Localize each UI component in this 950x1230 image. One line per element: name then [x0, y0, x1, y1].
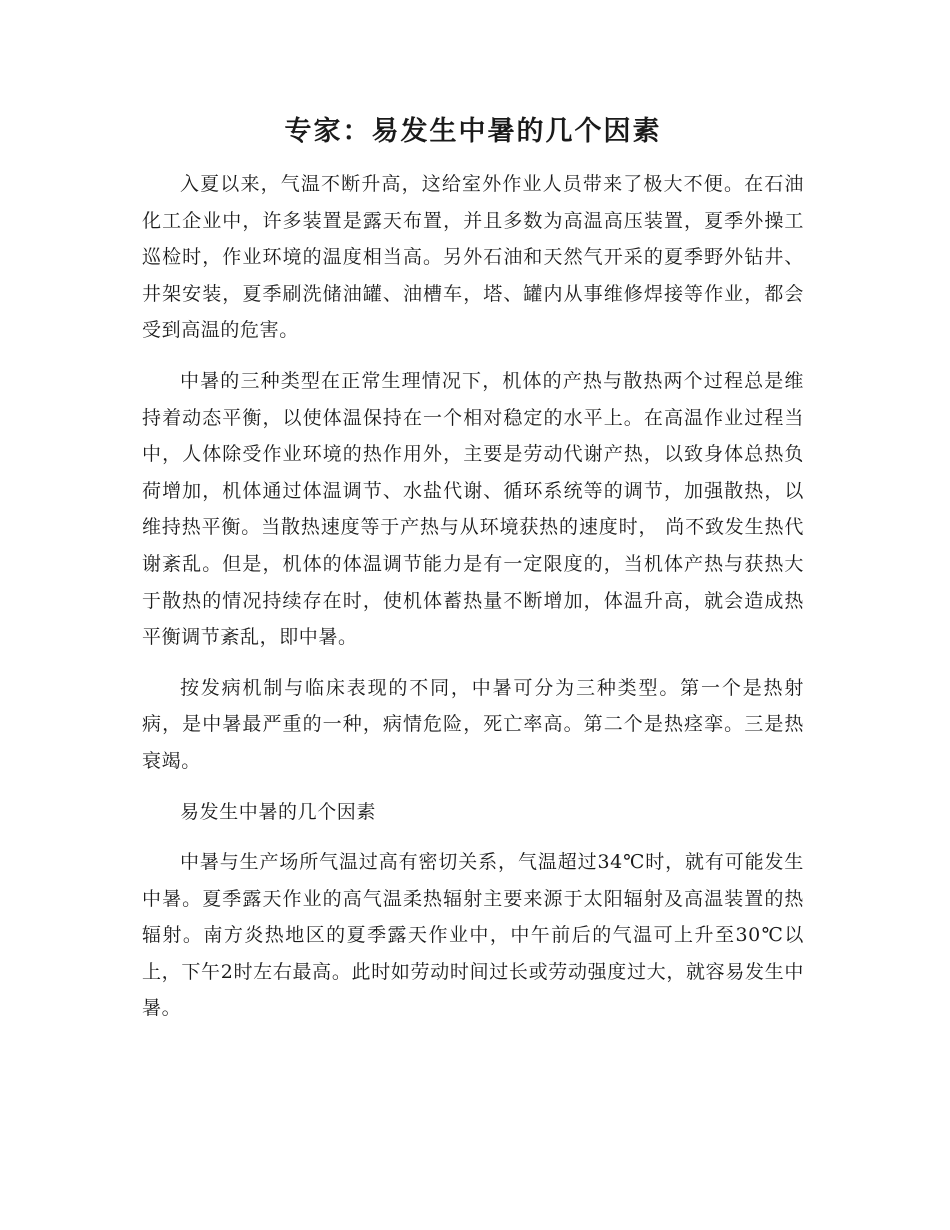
- paragraph-factors: 中暑与生产场所气温过高有密切关系，气温超过34℃时，就有可能发生中暑。夏季露天作业的高气温柔热辐射主要来源于太阳辐射及高温装置的热辐射。南方炎热地区的夏季露天作业中，中午前后的气温可上升至30℃以上，下午2时左右最高。此时如劳动时间过长或劳动强度过大，就容易发生中暑。: [142, 851, 804, 1020]
- document-page: [142, 112, 804, 1041]
- paragraph-heatstroke-types: 按发病机制与临床表现的不同，中暑可分为三种类型。第一个是热射病，是中暑最严重的一种，病情危险，死亡率高。第二个是热痉挛。三是热衰竭。: [142, 676, 804, 772]
- section-heading-factors: 易发生中暑的几个因素: [180, 800, 377, 823]
- document-title: 专家：易发生中暑的几个因素: [284, 116, 662, 147]
- paragraph-intro: 入夏以来，气温不断升高，这给室外作业人员带来了极大不便。在石油化工企业中，许多装置是露天布置，并且多数为高温高压装置，夏季外操工巡检时，作业环境的温度相当高。另外石油和天然气开采的夏季野外钻井、井架安装，夏季刷洗储油罐、油槽车，塔、罐内从事维修焊接等作业，都会受到高温的危害。: [142, 173, 804, 342]
- paragraph-heat-balance: 中暑的三种类型在正常生理情况下，机体的产热与散热两个过程总是维持着动态平衡，以使体温保持在一个相对稳定的水平上。在高温作业过程当中，人体除受作业环境的热作用外，主要是劳动代谢产热，以致身体总热负荷增加，机体通过体温调节、水盐代谢、循环系统等的调节，加强散热，以维持热平衡。当散热速度等于产热与从环境获热的速度时， 尚不致发生热代谢紊乱。但是，机体的体温调节能力是有一定限度的，当机体产热与获热大于散热的情况持续存在时，使机体蓄热量不断增加，体温升高，就会造成热平衡调节紊乱，即中暑。: [142, 369, 804, 649]
